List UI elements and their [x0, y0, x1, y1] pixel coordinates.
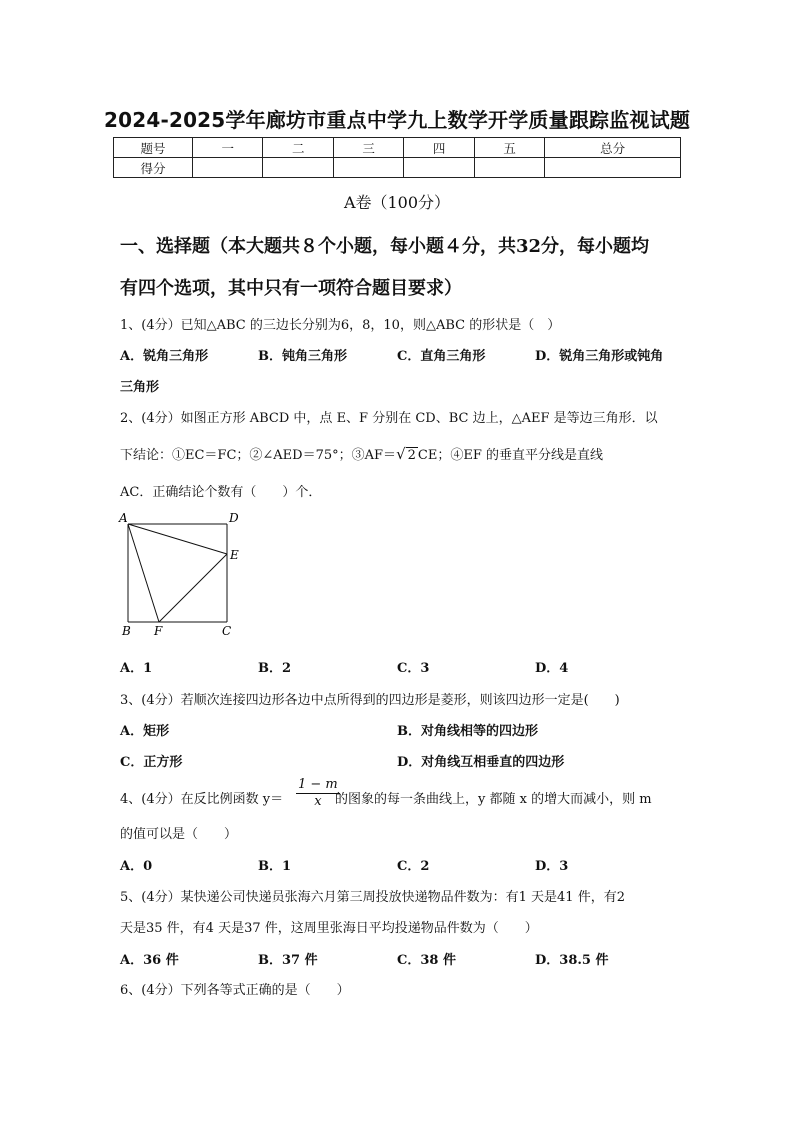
score-header-cell: 五 — [474, 138, 544, 158]
score-table-score-row — [114, 158, 681, 178]
q4-stem-pre: 4、(4分）在反比例函数 y＝ — [120, 792, 284, 807]
q2-option-c[interactable]: C．3 — [397, 661, 430, 676]
q4-option-d[interactable]: D．3 — [535, 859, 569, 874]
q4-stem-line2: 的值可以是（ ） — [120, 827, 238, 842]
q2-option-a[interactable]: A．1 — [120, 661, 153, 676]
score-table — [113, 137, 681, 178]
score-cell[interactable] — [545, 158, 681, 178]
q2-stem-line3: AC．正确结论个数有（ ）个． — [120, 485, 322, 500]
q2-stem-line2-post: CE；④EF 的垂直平分线是直线 — [417, 448, 603, 463]
score-cell[interactable] — [263, 158, 333, 178]
score-header-cell: 一 — [193, 138, 263, 158]
q2-stem-line1: 2、(4分）如图正方形 ABCD 中，点 E、F 分别在 CD、BC 边上，△AEF 是等边三角形．以 — [120, 411, 658, 426]
score-header-cell: 题号 — [114, 138, 193, 158]
score-cell[interactable] — [333, 158, 403, 178]
q4-stem-post: 的图象的每一条曲线上，y 都随 x 的增大而减小，则 m — [335, 792, 652, 807]
vertex-label-f: F — [154, 624, 163, 638]
score-header-cell: 四 — [404, 138, 474, 158]
section-a-heading: A卷（100分） — [343, 193, 451, 212]
vertex-label-b: B — [122, 624, 131, 638]
q5-option-b[interactable]: B．37 件 — [258, 953, 318, 968]
q4-fraction-numerator: 1 − m — [298, 777, 338, 792]
q1-option-d[interactable]: D．锐角三角形或钝角 — [535, 349, 664, 364]
score-cell[interactable] — [404, 158, 474, 178]
score-cell[interactable] — [193, 158, 263, 178]
score-header-cell: 三 — [333, 138, 403, 158]
q5-option-c[interactable]: C．38 件 — [397, 953, 456, 968]
q5-stem-line1: 5、(4分）某快递公司快递员张海六月第三周投放快递物品件数为：有1 天是41 件，有2 — [120, 890, 625, 905]
vertex-label-a: A — [119, 511, 128, 525]
segment-ae — [128, 524, 227, 554]
score-header-cell: 总分 — [545, 138, 681, 158]
q2-option-d[interactable]: D．4 — [535, 661, 569, 676]
q4-fraction — [296, 777, 340, 810]
q4-option-a[interactable]: A．0 — [120, 859, 153, 874]
vertex-label-d: D — [229, 511, 239, 525]
q1-option-c[interactable]: C．直角三角形 — [397, 349, 486, 364]
q3-stem: 3、(4分）若顺次连接四边形各边中点所得到的四边形是菱形，则该四边形一定是( ) — [120, 693, 620, 708]
vertex-label-e: E — [230, 548, 239, 562]
vertex-label-c: C — [222, 624, 232, 638]
exam-title: 2024-2025学年廊坊市重点中学九上数学开学质量跟踪监视试题 — [103, 108, 691, 132]
sqrt-icon: √ — [396, 445, 406, 463]
score-table-header-row — [114, 138, 681, 158]
q5-option-d[interactable]: D．38.5 件 — [535, 953, 609, 968]
q5-option-a[interactable]: A．36 件 — [120, 953, 179, 968]
q5-stem-line2: 天是35 件，有4 天是37 件，这周里张海日平均投递物品件数为（ ） — [120, 921, 538, 936]
q4-fraction-denominator: x — [314, 794, 322, 809]
part1-heading-line1: 一、选择题（本大题共８个小题，每小题４分，共32分，每小题均 — [120, 236, 650, 257]
score-row-label: 得分 — [114, 158, 193, 178]
q3-option-c[interactable]: C．正方形 — [120, 755, 183, 770]
segment-fa — [128, 524, 159, 622]
q3-option-b[interactable]: B．对角线相等的四边形 — [397, 724, 538, 739]
q2-sqrt-value: 2 — [407, 448, 416, 463]
q3-option-d[interactable]: D．对角线互相垂直的四边形 — [397, 755, 565, 770]
score-cell[interactable] — [474, 158, 544, 178]
q2-stem-line2 — [120, 444, 603, 463]
q1-option-d-continued: 三角形 — [120, 380, 160, 395]
q4-option-c[interactable]: C．2 — [397, 859, 430, 874]
segment-ef — [159, 554, 227, 622]
q1-stem: 1、(4分）已知△ABC 的三边长分别为6，8，10，则△ABC 的形状是（ ） — [120, 318, 561, 333]
q2-stem-line2-pre: 下结论：①EC＝FC；②∠AED＝75°；③AF＝ — [120, 448, 397, 463]
score-header-cell: 二 — [263, 138, 333, 158]
q3-option-a[interactable]: A．矩形 — [120, 724, 170, 739]
q2-option-b[interactable]: B．2 — [258, 661, 292, 676]
q6-stem: 6、(4分）下列各等式正确的是（ ） — [120, 983, 350, 998]
q2-square-figure — [112, 508, 247, 642]
part1-heading-line2: 有四个选项，其中只有一项符合题目要求） — [120, 278, 462, 299]
q1-option-b[interactable]: B．钝角三角形 — [258, 349, 347, 364]
q1-option-a[interactable]: A．锐角三角形 — [120, 349, 209, 364]
q4-option-b[interactable]: B．1 — [258, 859, 292, 874]
